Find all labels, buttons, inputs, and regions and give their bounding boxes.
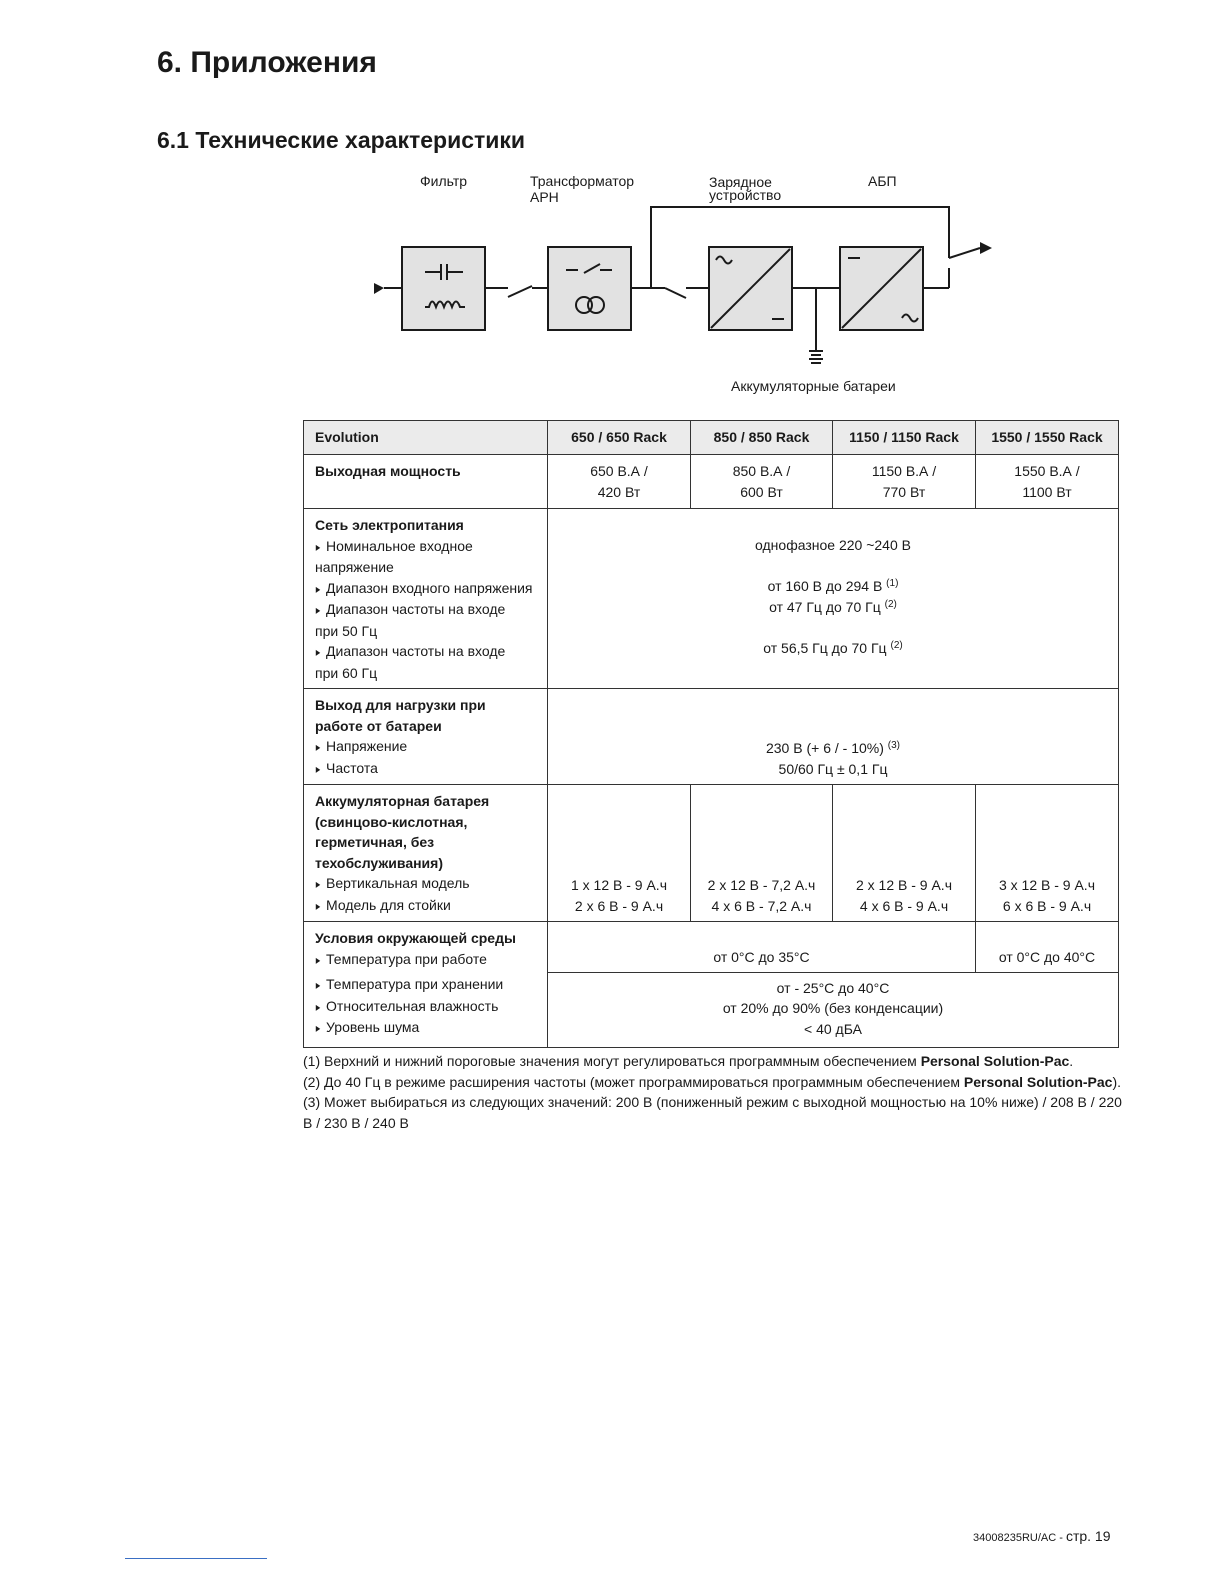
cell-value: от - 25°C до 40°C — [776, 979, 890, 996]
output-arrow-icon — [980, 242, 992, 254]
list-item: ▸ Диапазон частоты на входе — [315, 599, 541, 621]
row-label: Сеть электропитания — [315, 517, 464, 533]
header-cell: 1550 / 1550 Rack — [976, 421, 1119, 455]
list-item: ▸ Уровень шума — [315, 1017, 541, 1039]
cell-value: 6 x 6 В - 9 А.ч — [1002, 897, 1092, 914]
doc-code: 34008235RU/AC - — [973, 1532, 1066, 1544]
row-label: работе от батареи — [315, 717, 442, 734]
row-label: Условия окружающей среды — [315, 930, 516, 946]
row-label: герметичная, без — [315, 834, 435, 850]
cell-value: от 56,5 Гц до 70 Гц — [763, 639, 887, 656]
list-item: ▸ Частота — [315, 758, 541, 780]
cell-value: 230 В (+ 6 / - 10%) — [765, 740, 884, 756]
cell-value: от 20% до 90% (без конденсации) — [722, 1000, 944, 1016]
cell-value: 4 x 6 В - 7,2 А.ч — [711, 897, 812, 914]
cell-value: от 0°C до 40°C — [976, 922, 1119, 973]
filter-block — [402, 247, 485, 330]
row-label: Аккумуляторная батарея — [315, 793, 490, 809]
footnote-ref: (1) — [886, 578, 899, 589]
ups-block-diagram — [0, 0, 1224, 400]
row-label: Выход для нагрузки при — [315, 697, 486, 713]
row-label: техобслуживания) — [315, 854, 443, 871]
cell-value: 1 x 12 В - 9 А.ч — [570, 877, 667, 893]
table-row-mains — [304, 509, 1119, 689]
transformer-label-2: АРН — [530, 189, 559, 205]
cell-value: от 47 Гц до 70 Гц — [769, 598, 881, 615]
footnote-1: (1) Верхний и нижний пороговые значения могут регулироваться программным обеспечением Personal Solution-Pac. — [303, 1053, 1074, 1069]
charger-label-1: Зарядное — [709, 174, 772, 190]
list-item-cont: напряжение — [315, 559, 394, 575]
spec-table — [303, 420, 1119, 1048]
footnotes — [303, 1051, 1123, 1133]
header-cell: 850 / 850 Rack — [691, 421, 833, 455]
header-cell: Evolution — [304, 421, 548, 455]
cell-value: 1100 Вт — [1022, 483, 1072, 500]
list-item: ▸ Диапазон частоты на входе — [315, 641, 541, 663]
footnote-ref: (3) — [887, 740, 901, 751]
cell-value: от 160 В до 294 В — [767, 578, 883, 594]
cell-value: 50/60 Гц ± 0,1 Гц — [778, 760, 888, 777]
battery-icon — [809, 351, 823, 363]
header-cell: 650 / 650 Rack — [548, 421, 691, 455]
row-label: (свинцово-кислотная, — [315, 813, 468, 830]
filter-label: Фильтр — [420, 173, 468, 189]
page-footer — [973, 1528, 1111, 1544]
list-item: ▸ Номинальное входное — [315, 536, 541, 558]
list-item: ▸ Диапазон входного напряжения — [315, 578, 541, 600]
table-row-battery — [304, 785, 1119, 922]
footnote-2: (2) До 40 Гц в режиме расширения частоты (может программироваться программным обеспечением Personal Solution-Pac). — [303, 1073, 1122, 1090]
footnote-3: (3) Может выбираться из следующих значений: 200 В (пониженный режим с выходной мощностью на 10% ниже) / 208 В / 220 В / 230 В / 240 В — [303, 1094, 1122, 1131]
cell-value: однофазное 220 ~240 В — [755, 537, 911, 553]
row-label: Выходная мощность — [315, 463, 461, 479]
cell-value: 1550 В.А / — [1014, 463, 1080, 479]
table-row-battery-output — [304, 689, 1119, 785]
cell-value: 3 x 12 В - 9 А.ч — [998, 877, 1095, 893]
footnote-ref: (2) — [884, 598, 897, 610]
page-number: стр. 19 — [1065, 1528, 1111, 1544]
cell-value: 2 x 6 В - 9 А.ч — [574, 897, 664, 914]
cell-value: 2 x 12 В - 7,2 А.ч — [707, 877, 816, 893]
list-item: ▸ Модель для стойки — [315, 895, 541, 917]
list-item: ▸ Напряжение — [315, 736, 541, 758]
cell-value: 2 x 12 В - 9 А.ч — [855, 877, 952, 893]
footer-rule — [125, 1558, 267, 1559]
footnote-ref: (2) — [890, 639, 903, 651]
cell-value: < 40 дБА — [804, 1020, 862, 1037]
input-arrow-icon — [374, 283, 384, 294]
cell-value: 850 В.А / — [732, 463, 791, 479]
list-item-cont: при 50 Гц — [315, 622, 378, 639]
cell-value: 420 Вт — [597, 483, 641, 500]
list-item: ▸ Вертикальная модель — [315, 873, 541, 895]
cell-value: 770 Вт — [882, 483, 926, 500]
header-cell: 1150 / 1150 Rack — [833, 421, 976, 455]
list-item: ▸ Относительная влажность — [315, 996, 541, 1018]
transformer-block — [548, 247, 631, 330]
table-header-row — [304, 421, 1119, 455]
list-item: ▸ Температура при хранении — [315, 974, 541, 996]
cell-value: 4 x 6 В - 9 А.ч — [859, 897, 949, 914]
list-item: ▸ Температура при работе — [315, 949, 541, 971]
transformer-label-1: Трансформатор — [530, 173, 635, 189]
cell-value: 600 Вт — [740, 483, 783, 500]
charger-label-2: устройство — [709, 187, 782, 203]
cell-value: 650 В.А / — [590, 463, 648, 479]
cell-value: 1150 В.А / — [871, 463, 937, 479]
page-title: 6. Приложения — [157, 46, 377, 79]
table-row-environment-2 — [304, 972, 1119, 1047]
cell-value: от 0°C до 35°C — [548, 922, 976, 973]
table-row-output-power — [304, 455, 1119, 509]
battery-label: Аккумуляторные батареи — [731, 378, 896, 394]
ups-label: АБП — [868, 173, 897, 189]
section-title: 6.1 Технические характеристики — [157, 127, 526, 153]
list-item-cont: при 60 Гц — [315, 664, 378, 681]
table-row-environment-1 — [304, 922, 1119, 973]
